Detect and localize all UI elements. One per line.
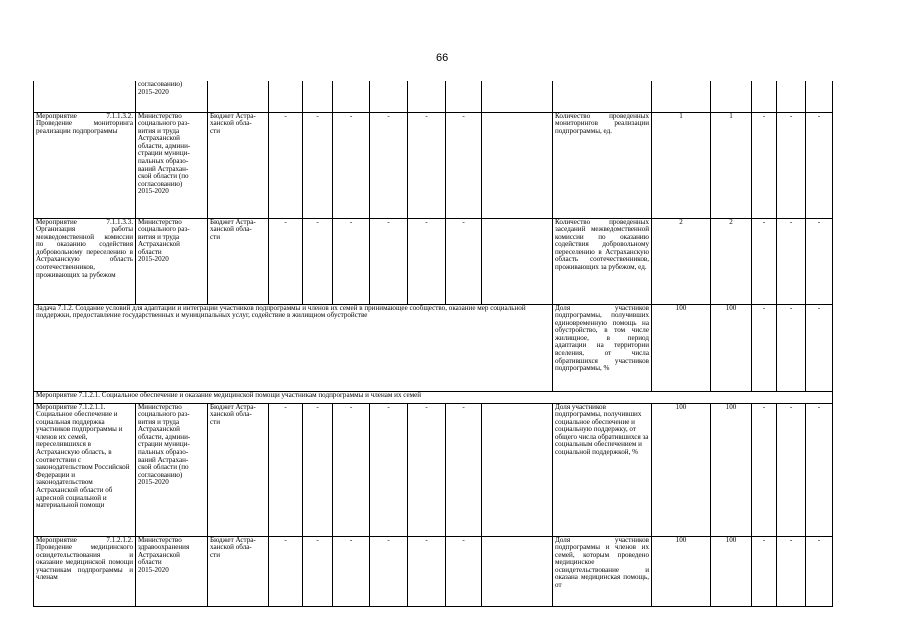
cell-funding: - (269, 536, 303, 606)
cell-value: - (752, 536, 777, 606)
cell-value: 100 (711, 304, 752, 391)
cell-value: - (806, 403, 833, 536)
cell-value: - (752, 218, 777, 304)
cell-value: - (777, 304, 806, 391)
cell-value: 100 (711, 403, 752, 536)
table-row (34, 218, 833, 304)
cell-funding: - (408, 112, 446, 218)
cell-executor: Министерство социального раз- вития и труда Астраханской области, админи- страции муници- пальных образо- ваний Астрахан- ской области (по согласованию) 2015-2020 (136, 112, 208, 218)
task-title: Задача 7.1.2. Создание условий для адаптации и интеграции участников подпрограммы и членов их семей в принимающее сообщество, оказание мер социальной поддержки, предоставление государственных и муниципальных услуг, содействие в жилищном обустройстве (34, 304, 553, 391)
cell-funding: - (370, 218, 408, 304)
cell-funding: - (269, 218, 303, 304)
cell-value: - (752, 403, 777, 536)
cell-name: Мероприятие 7.1.2.1.2. Проведение медицинского освидетельствования и оказание медицинской помощи участникам подпрограммы и членам (34, 536, 136, 606)
cell-value: 1 (711, 112, 752, 218)
cell-funding: - (333, 403, 370, 536)
cell-source: Бюджет Астра- ханской обла- сти (208, 218, 269, 304)
cell-source: Бюджет Астра- ханской обла- сти (208, 112, 269, 218)
cell-funding: - (303, 536, 333, 606)
cell-value: - (777, 218, 806, 304)
table-row (34, 81, 833, 112)
cell-indicator: Количество проведенных мониторингов реализации подпрограммы, ед. (553, 112, 652, 218)
cell-funding: - (370, 112, 408, 218)
cell-funding: - (408, 403, 446, 536)
cell-value: 1 (652, 112, 711, 218)
cell-funding: - (408, 536, 446, 606)
cell-value: - (752, 304, 777, 391)
cell-funding: - (408, 218, 446, 304)
cell-funding: - (446, 403, 482, 536)
cell-name: Мероприятие 7.1.2.1.1. Социальное обеспечение и социальная поддержка участников подпрограммы и членов их семей, переселившихся в Астраханскую область, в соответствии с законодательством Российской Федерации и законодательством Астраханской области об адресной социальной и материальной помощи (34, 403, 136, 536)
cell-funding: - (370, 536, 408, 606)
table-row (34, 304, 833, 391)
program-table (33, 81, 833, 607)
cell-value: 100 (652, 536, 711, 606)
cell-indicator: Количество проведенных заседаний межведомственной комиссии по оказанию содействия добровольному переселению в Астраханскую область соотечественников, проживающих за рубежом, ед. (553, 218, 652, 304)
cell-value: - (777, 536, 806, 606)
cell-value: - (806, 536, 833, 606)
cell-value: - (806, 112, 833, 218)
cell-value: - (806, 218, 833, 304)
table-row (34, 536, 833, 606)
cell-value: 100 (652, 304, 711, 391)
cell-source: Бюджет Астра- ханской обла- сти (208, 403, 269, 536)
cell-funding: - (333, 536, 370, 606)
cell-name (34, 81, 136, 112)
cell-value: 100 (711, 536, 752, 606)
cell-funding: - (446, 218, 482, 304)
cell-funding: - (303, 112, 333, 218)
table-row (34, 403, 833, 536)
section-title: Мероприятие 7.1.2.1. Социальное обеспечение и оказание медицинской помощи участникам подпрограммы и членам их семей (34, 391, 833, 403)
cell-executor: Министерство здравоохранения Астраханской области 2015-2020 (136, 536, 208, 606)
cell-name: Мероприятие 7.1.1.3.2. Проведение мониторинга реализации подпрограммы (34, 112, 136, 218)
cell-executor: Министерство социального раз- вития и труда Астраханской области, админи- страции муници- пальных образо- ваний Астрахан- ской области (по согласованию) 2015-2020 (136, 403, 208, 536)
cell-funding: - (269, 112, 303, 218)
cell-funding: - (303, 403, 333, 536)
cell-indicator: Доля участников подпрограммы, получивших социальное обеспечение и социальную поддержку, от общего числа обратившихся за социальным обеспечением и социальной поддержкой, % (553, 403, 652, 536)
table-row (34, 112, 833, 218)
cell-value: - (806, 304, 833, 391)
cell-value: 2 (652, 218, 711, 304)
cell-name: Мероприятие 7.1.1.3.3. Организация работы межведомственной комиссии по оказанию содействия добровольному переселению в Астраханскую область соотечественников, проживающих за рубежом (34, 218, 136, 304)
cell-funding: - (333, 112, 370, 218)
cell-source: Бюджет Астра- ханской обла- сти (208, 536, 269, 606)
cell-executor: Министерство социального раз- вития и труда Астраханской области 2015-2020 (136, 218, 208, 304)
cell-indicator: Доля участников подпрограммы и членов их семей, которым проведено медицинское освидетельствование и оказана медицинская помощь, от (553, 536, 652, 606)
cell-value: - (777, 403, 806, 536)
cell-funding: - (370, 403, 408, 536)
cell-executor: согласованию) 2015-2020 (136, 81, 208, 112)
cell-value: - (777, 112, 806, 218)
table-row (34, 391, 833, 403)
cell-value: 100 (652, 403, 711, 536)
cell-funding: - (446, 536, 482, 606)
cell-indicator: Доля участников подпрограммы, получивших единовременную помощь на обустройство, в том числе жилищное, в период адаптации на территории вселения, от числа обратившихся участников подпрограммы, % (553, 304, 652, 391)
page-number: 66 (436, 52, 449, 64)
cell-funding: - (333, 218, 370, 304)
cell-funding: - (303, 218, 333, 304)
cell-funding: - (269, 403, 303, 536)
cell-value: - (752, 112, 777, 218)
cell-funding: - (446, 112, 482, 218)
cell-value: 2 (711, 218, 752, 304)
